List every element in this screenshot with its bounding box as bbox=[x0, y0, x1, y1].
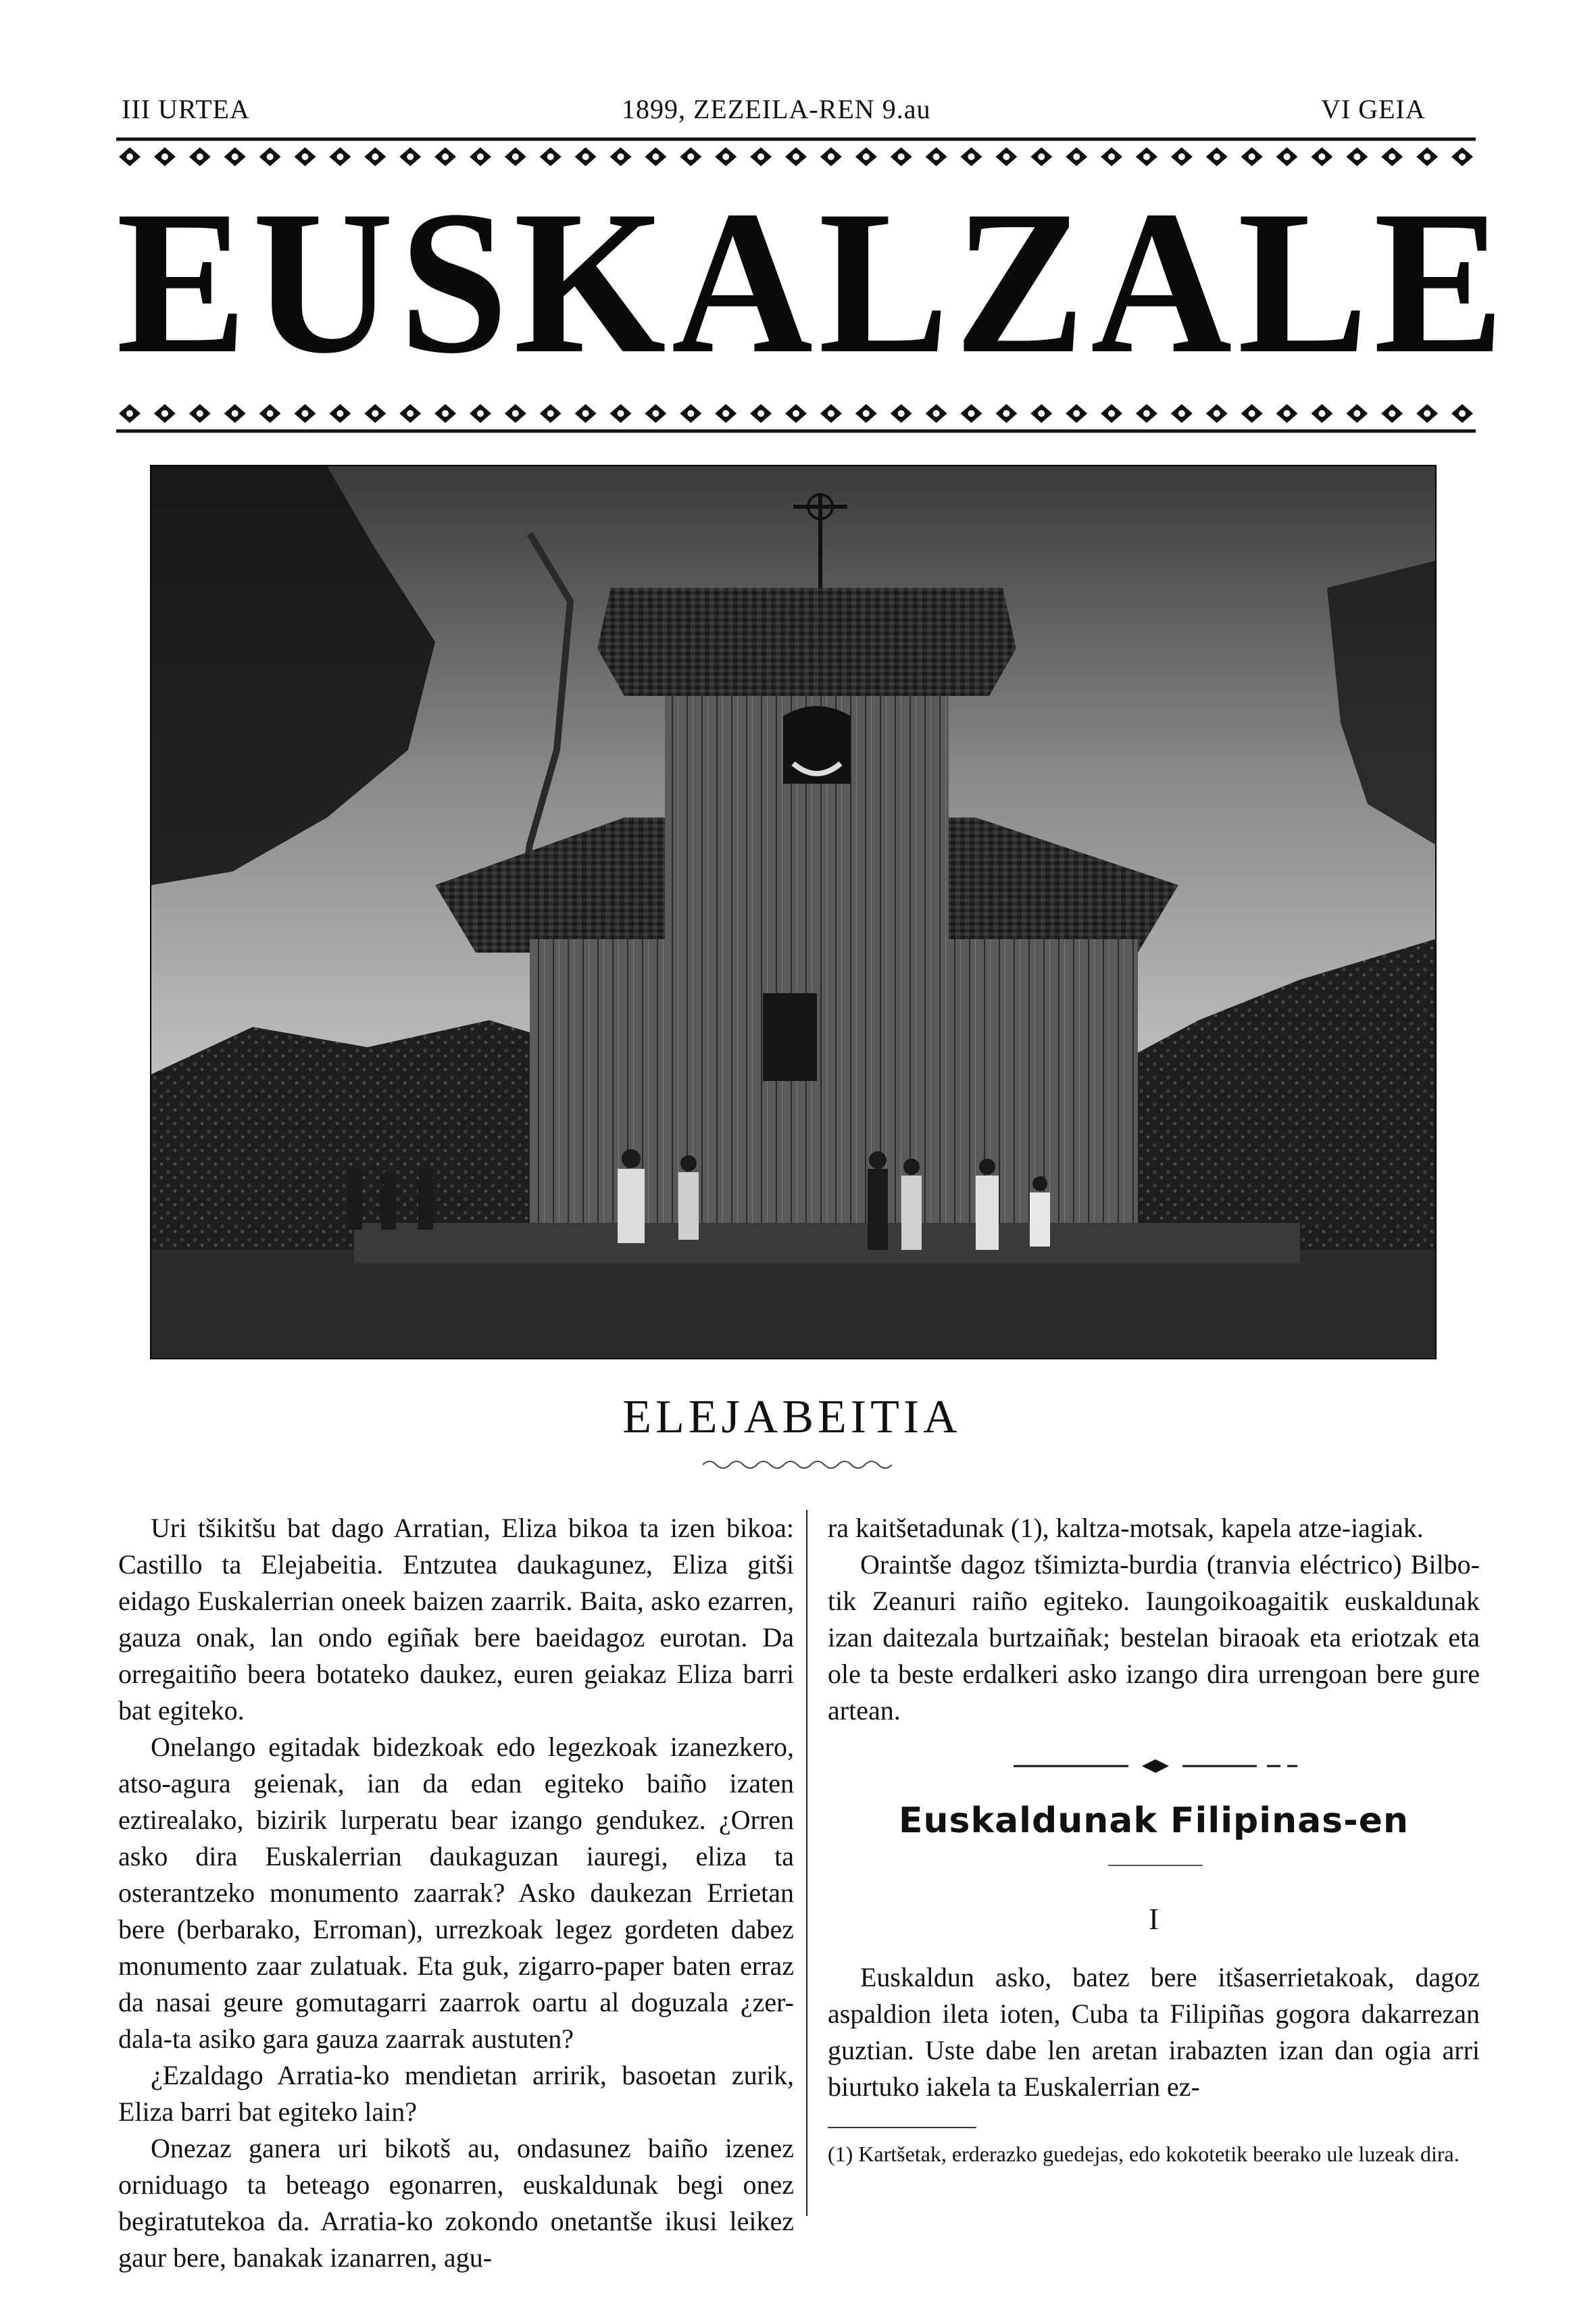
ornament-motif bbox=[820, 404, 842, 423]
bottom-ornament-border bbox=[116, 392, 1476, 435]
ornament-motif bbox=[891, 147, 912, 166]
ornament-motif bbox=[1346, 404, 1368, 423]
ornament-motif bbox=[645, 147, 666, 166]
ornament-motif bbox=[505, 147, 526, 166]
church-photograph bbox=[150, 465, 1437, 1359]
ornament-motif bbox=[715, 147, 737, 166]
paragraph: ¿Ezaldago Arratia-ko mendietan arririk, basoetan zurik, Eliza barri bat egiteko lain? bbox=[118, 2060, 794, 2127]
ornament-motif bbox=[891, 404, 912, 423]
ornament-motif bbox=[1066, 404, 1087, 423]
ornament-motif bbox=[1381, 404, 1403, 423]
ornament-motif bbox=[785, 147, 807, 166]
ornament-motif bbox=[1101, 147, 1122, 166]
ornament-motif bbox=[855, 147, 877, 166]
ornament-motif bbox=[995, 404, 1017, 423]
ornament-motif bbox=[715, 404, 737, 423]
ornament-motif bbox=[1206, 404, 1228, 423]
ornament-motif bbox=[1451, 404, 1473, 423]
ornament-motif bbox=[680, 404, 701, 423]
footnote: (1) Kartšetak, erderazko guedejas, edo kokotetik beerako ule luzeak dira. bbox=[828, 2142, 1460, 2166]
ornament-motif bbox=[1101, 404, 1122, 423]
ornament-motif bbox=[1311, 147, 1332, 166]
ornament-motif bbox=[750, 147, 772, 166]
ornament-motif bbox=[1030, 147, 1052, 166]
ornament-motif bbox=[434, 404, 456, 423]
section-heading: Euskaldunak Filipinas-en bbox=[899, 1801, 1409, 1841]
ornament-motif bbox=[926, 404, 947, 423]
ornament-motif bbox=[470, 404, 491, 423]
ornament-motif bbox=[364, 147, 386, 166]
ornament-motif bbox=[855, 404, 877, 423]
ornament-motif bbox=[960, 147, 982, 166]
ornament-motif bbox=[154, 404, 176, 423]
section-underline bbox=[1108, 1865, 1203, 1866]
ornament-motif bbox=[399, 404, 421, 423]
ornament-motif bbox=[1346, 147, 1368, 166]
ornament-motif bbox=[995, 147, 1017, 166]
ornament-motif bbox=[1241, 147, 1263, 166]
ornament-motif bbox=[154, 147, 176, 166]
ornament-motif bbox=[1416, 147, 1438, 166]
paragraph: Onelango egitadak bidezkoak edo legezkoak izanezkero, atso-agura geienak, ian da edan egiteko baiño izaten eztirealako, bizirik lurperatu bear izango gendukez. ¿Orren asko dira Euskalerrian daukaguzan iauregi, eliza ta osterantzeko monumento zaarrak? Asko daukezan Errietan bere (berbarako, Erroman), urrezkoak legez gordeten dabez monumento zaar zulatuak. Eta guk, zigarro-paper baten erraz da nasai geure gomutagarri zaarrok oartu al doguzala ¿zer-dala-ta asiko gara gauza zaarrak austuten? bbox=[118, 1732, 794, 2054]
ornament-motif bbox=[329, 147, 351, 166]
ornament-motif bbox=[119, 404, 141, 423]
footnote-rule bbox=[828, 2127, 976, 2128]
paragraph: Oraintše dagoz tšimizta-burdia (tranvia eléctrico) Bilbo-tik Zeanuri raiño egiteko. Iaungoikoagaitik euskaldunak izan daitezala burtzaiñak; bestelan biraoak eta eriotzak eta ole ta beste erdalkeri asko izango dira urrengoan bere gure artean. bbox=[828, 1549, 1480, 1726]
paragraph: Onezaz ganera uri bikotš au, ondasunez baiño izenez orniduago ta beteago egonarren, euskaldunak begi onez begiratutekoa da. Arratia-ko zokondo onetantše ikusi leikez gaur bere, banakak izanarren, agu- bbox=[118, 2133, 794, 2273]
section-number: I bbox=[1149, 1903, 1159, 1936]
ornament-motif bbox=[224, 404, 246, 423]
ornament-motif bbox=[1311, 404, 1332, 423]
ornament-motif bbox=[224, 147, 246, 166]
ornament-motif bbox=[540, 404, 562, 423]
ornament-motif bbox=[750, 404, 772, 423]
ornament-motif bbox=[1276, 147, 1298, 166]
date-label: 1899, ZEZEILA-REN 9.au bbox=[622, 94, 931, 124]
ornament-motif bbox=[1171, 147, 1193, 166]
caption-flourish bbox=[703, 1458, 892, 1472]
section-body bbox=[828, 1959, 1480, 2105]
ornament-motif bbox=[294, 147, 316, 166]
ornament-motif bbox=[540, 147, 562, 166]
ornament-motif bbox=[1241, 404, 1263, 423]
ornament-motif bbox=[434, 147, 456, 166]
ornament-motif bbox=[399, 147, 421, 166]
ornament-motif bbox=[785, 404, 807, 423]
ornament-motif bbox=[926, 147, 947, 166]
ornament-motif bbox=[1030, 404, 1052, 423]
left-text-column bbox=[118, 1510, 794, 2276]
ornament-motif bbox=[470, 147, 491, 166]
ornament-motif bbox=[820, 147, 842, 166]
paragraph: Euskaldun asko, batez bere itšaserrietakoak, dagoz aspaldion ileta ioten, Cuba ta Filipiñas gogora dakarrezan guztian. Uste dabe len aretan irabazten izan dan ogia arri biurtuko iakela ta Euskalerrian ez- bbox=[828, 1962, 1480, 2102]
ornament-motif bbox=[294, 404, 316, 423]
paragraph: ra kaitšetadunak (1), kaltza-motsak, kapela atze-iagiak. bbox=[828, 1513, 1424, 1543]
ornament-motif bbox=[575, 404, 597, 423]
ornament-motif bbox=[645, 404, 666, 423]
ornament-motif bbox=[1171, 404, 1193, 423]
ornament-motif bbox=[1381, 147, 1403, 166]
ornament-motif bbox=[1136, 404, 1157, 423]
column-divider bbox=[806, 1510, 807, 2216]
right-text-column bbox=[828, 1510, 1480, 1729]
photo-tower-roof bbox=[597, 588, 1016, 696]
ornament-motif bbox=[259, 147, 281, 166]
ornament-motif bbox=[364, 404, 386, 423]
ornament-motif bbox=[119, 147, 141, 166]
volume-label: III URTEA bbox=[122, 94, 250, 124]
ornament-motif bbox=[1066, 147, 1087, 166]
ornament-motif bbox=[1136, 147, 1157, 166]
ornament-motif bbox=[1416, 404, 1438, 423]
photo-ground bbox=[151, 1250, 1435, 1358]
ornament-motif bbox=[680, 147, 701, 166]
ornament-motif bbox=[1451, 147, 1473, 166]
ornament-motif bbox=[1276, 404, 1298, 423]
masthead-title: EUSKALZALE bbox=[116, 168, 1510, 396]
ornament-motif bbox=[1206, 147, 1228, 166]
photo-window bbox=[763, 993, 817, 1081]
ornament-motif bbox=[505, 404, 526, 423]
issue-number: VI GEIA bbox=[1321, 94, 1426, 124]
ornament-motif bbox=[189, 404, 211, 423]
ornament-motif bbox=[610, 147, 632, 166]
ornament-motif bbox=[960, 404, 982, 423]
ornament-motif bbox=[329, 404, 351, 423]
photo-caption: ELEJABEITIA bbox=[622, 1391, 962, 1443]
section-separator bbox=[1014, 1758, 1297, 1774]
paragraph: Uri tšikitšu bat dago Arratian, Eliza bikoa ta izen bikoa: Castillo ta Elejabeitia. Entzutea daukagunez, Eliza gitši eidago Euskalerrian oneek baizen zaarrik. Baita, asko ezarren, gauza onak, lan ondo egiñak bere baeidagoz eurotan. Da orregaitiño beera botateko daukez, euren geiakaz Eliza barri bat egiteko. bbox=[118, 1513, 794, 1726]
ornament-motif bbox=[189, 147, 211, 166]
ornament-motif bbox=[610, 404, 632, 423]
ornament-motif bbox=[259, 404, 281, 423]
ornament-motif bbox=[575, 147, 597, 166]
